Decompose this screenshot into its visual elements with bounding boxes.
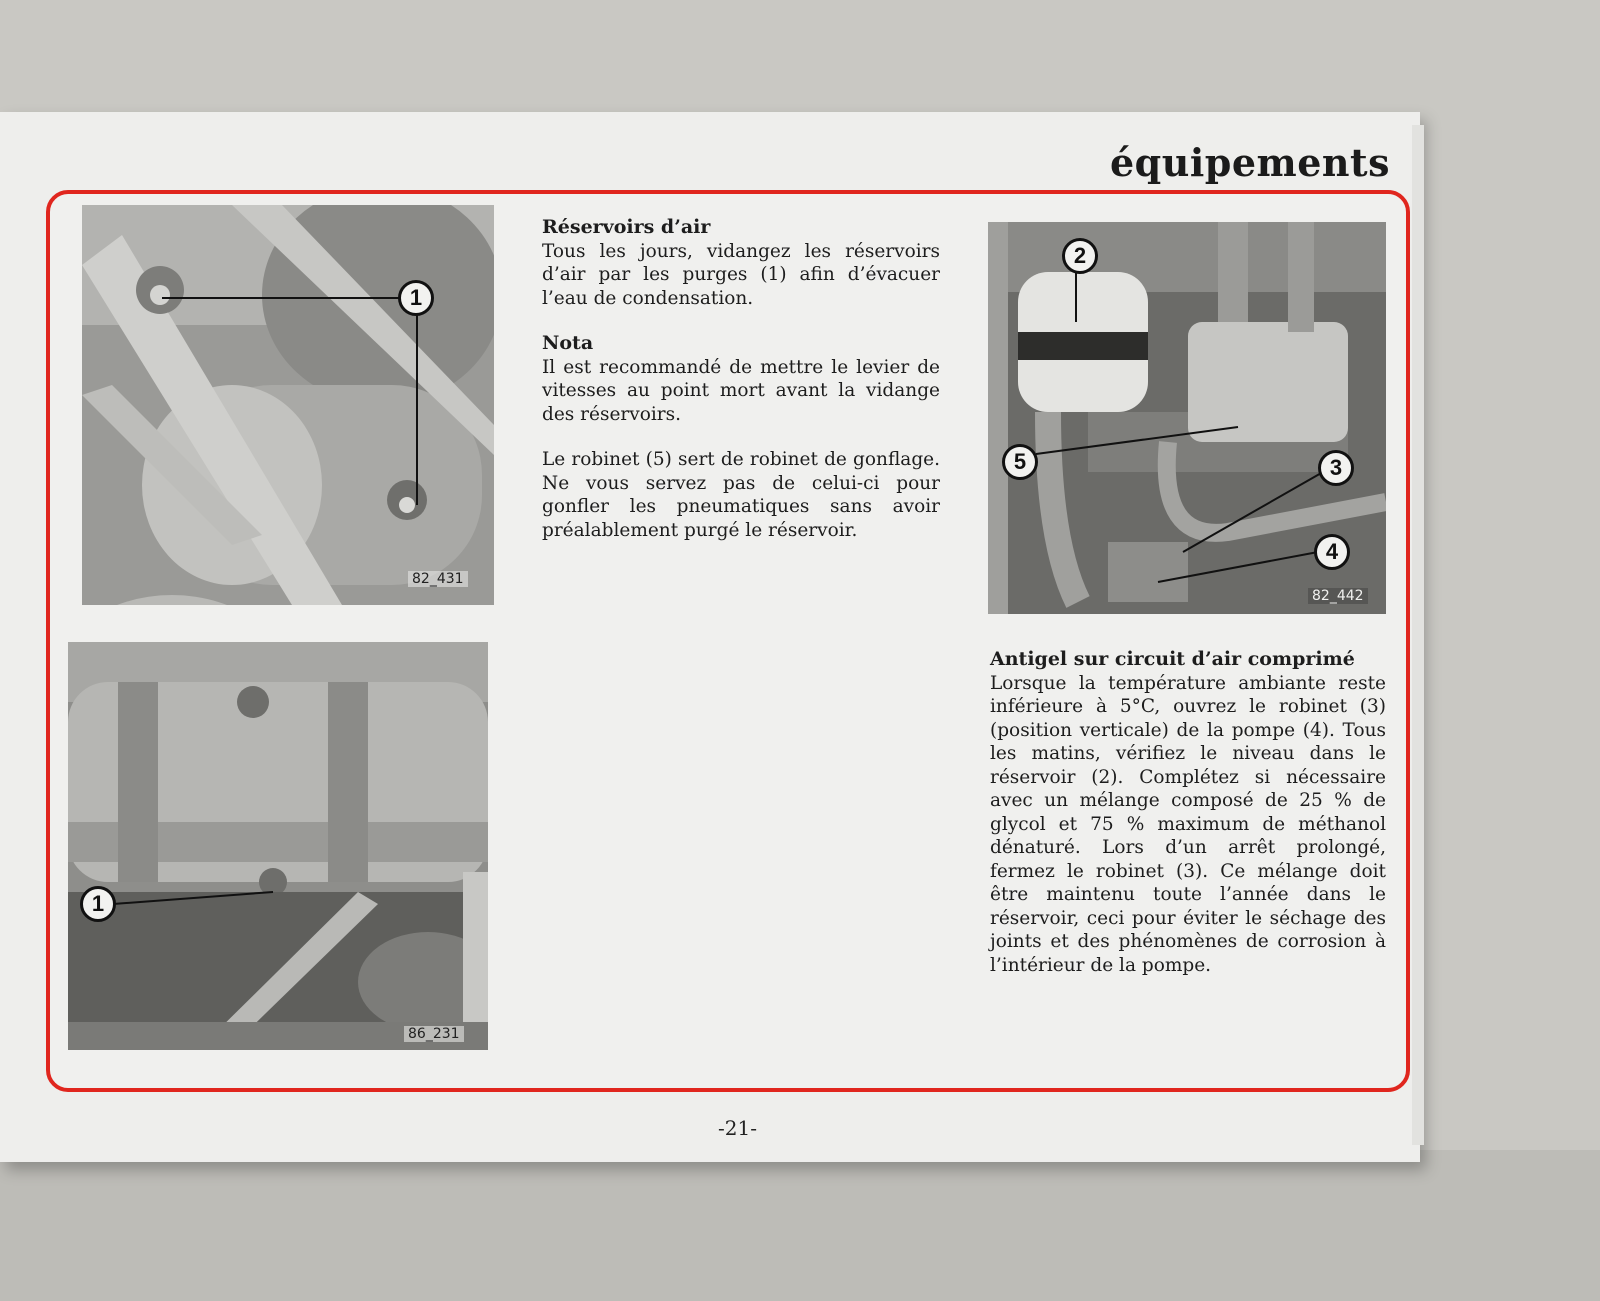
page-stack-edge	[1412, 125, 1424, 1145]
callout-3: 3	[1318, 450, 1354, 486]
photo-antifreeze-pump	[988, 222, 1386, 614]
heading-reservoirs: Réservoirs d’air	[542, 216, 711, 238]
section-title: équipements	[1109, 140, 1390, 185]
callout-2: 2	[1062, 238, 1098, 274]
text-antigel	[990, 648, 1386, 977]
photo-reference-86-231: 86_231	[404, 1026, 464, 1042]
photo-air-tanks-top	[82, 205, 494, 605]
paragraph-nota-2: Le robinet (5) sert de robinet de gonflage. Ne vous servez pas de celui-ci pour gonfler les pneumatiques sans avoir préalablement purgé le réservoir.	[542, 449, 940, 541]
callout-4: 4	[1314, 534, 1350, 570]
photo-air-tank-bottom	[68, 642, 488, 1050]
paragraph-nota-1: Il est recommandé de mettre le levier de vitesses au point mort avant la vidange des réservoirs.	[542, 356, 940, 425]
photo-reference-82-431: 82_431	[408, 571, 468, 587]
callout-1-bottom: 1	[80, 886, 116, 922]
paragraph-antigel: Lorsque la température ambiante reste inférieure à 5°C, ouvrez le robinet (3) (position verticale) de la pompe (4). Tous les matins, vérifiez le niveau dans le réservoir (2). Complétez si nécessaire avec un mélange composé de 25 % de glycol et 75 % maximum de méthanol dénaturé. Lors d’un arrêt prolongé, fermez le robinet (3). Ce mélange doit être maintenu toute l’année dans le réservoir, ceci pour éviter le séchage des joints et des phénomènes de corrosion à l’intérieur de la pompe.	[990, 672, 1386, 976]
heading-nota: Nota	[542, 332, 594, 354]
table-surface	[0, 1150, 1600, 1301]
page-number: -21-	[718, 1116, 757, 1140]
text-reservoirs	[542, 216, 940, 542]
heading-antigel: Antigel sur circuit d’air comprimé	[990, 648, 1355, 670]
paragraph-reservoirs: Tous les jours, vidangez les réservoirs d’air par les purges (1) afin d’évacuer l’eau de condensation.	[542, 240, 940, 309]
photo-reference-82-442: 82_442	[1308, 588, 1368, 604]
callout-1-top: 1	[398, 280, 434, 316]
callout-5: 5	[1002, 444, 1038, 480]
